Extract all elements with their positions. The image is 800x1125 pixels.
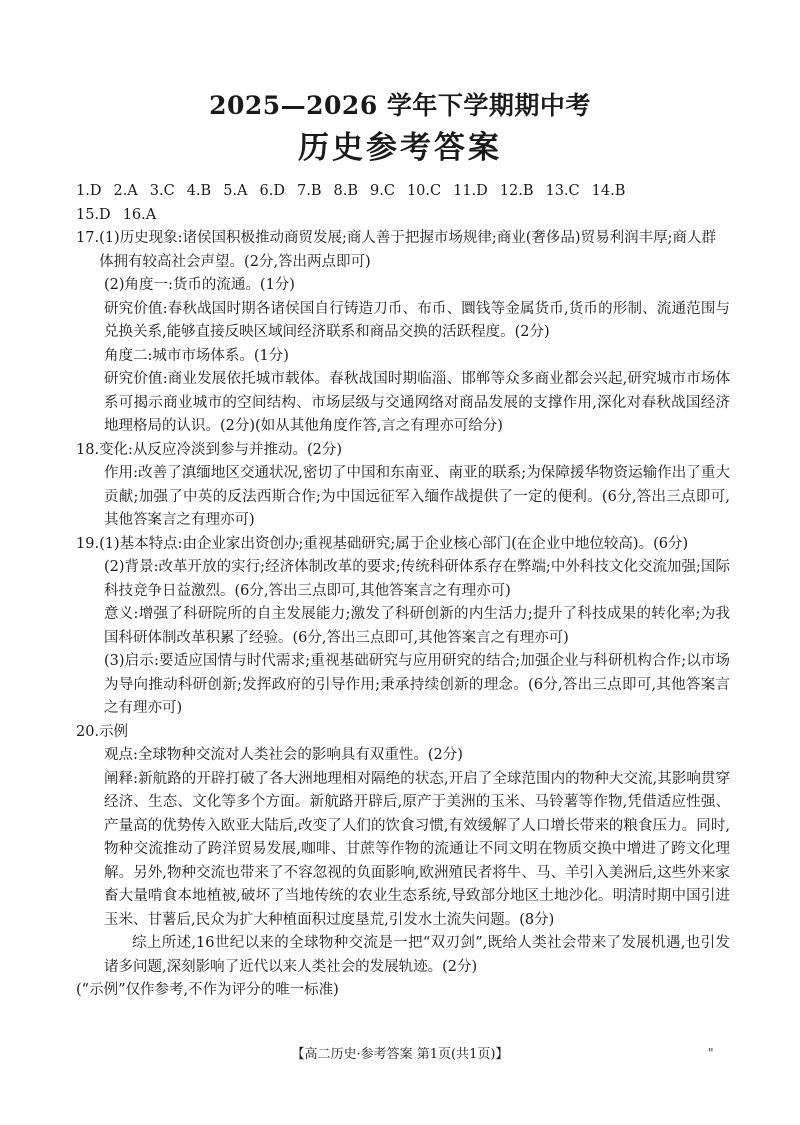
choice-answer: 15.D xyxy=(76,206,111,223)
choice-answer: 12.B xyxy=(499,183,534,199)
question-19 xyxy=(76,533,730,721)
question-17-angle-2: 角度二:城市市场体系。(1分) xyxy=(104,347,289,364)
question-18-change: 变化:从反应冷淡到参与并推动。(2分) xyxy=(99,441,342,458)
question-17-part-2: (2)角度一:货币的流通。(1分) xyxy=(104,277,295,293)
choice-answer: 9.C xyxy=(370,183,395,199)
question-19-part-1: (1)基本特点:由企业家出资创办;重视基础研究;属于企业核心部门(在企业中地位较高)。(6分) xyxy=(99,535,689,552)
question-20-example-label: 示例 xyxy=(99,723,129,740)
question-18-effect: 作用:改善了滇缅地区交通状况,密切了中国和东南亚、南亚的联系;为保障援华物资运输作出了重大贡献;加强了中英的反法西斯合作;为中国远征军入缅作战提供了一定的便利。(6分,答出三点即可,其他答案言之有理亦可) xyxy=(104,465,730,528)
choice-answer: 16.A xyxy=(122,206,157,223)
question-17-value-1: 研究价值:春秋战国时期各诸侯国自行铸造刀币、布币、圜钱等金属货币,货币的形制、流通范围与兑换关系,能够直接反映区域间经济联系和商品交换的活跃程度。(2分) xyxy=(104,300,730,340)
question-number: 18. xyxy=(76,441,100,458)
question-20 xyxy=(76,721,730,1003)
question-17-value-2: 研究价值:商业发展依托城市载体。春秋战国时期临淄、邯郸等众多商业都会兴起,研究城市市场体系可揭示商业城市的空间结构、市场层级与交通网络对商品发展的支撑作用,深化对春秋战国经济地理格局的认识。(2分)(如从其他角度作答,言之有理亦可给分) xyxy=(104,371,730,434)
choice-answer: 11.D xyxy=(453,183,488,199)
question-20-conclusion: 综上所述,16世纪以来的全球物种交流是一把“双刃剑”,既给人类社会带来了发展机遇,也引发诸多问题,深刻影响了近代以来人类社会的发展轨迹。(2分) xyxy=(104,935,730,975)
question-20-viewpoint: 观点:全球物种交流对人类社会的影响具有双重性。(2分) xyxy=(104,747,463,763)
choice-answer: 1.D xyxy=(76,183,102,199)
question-number: 20. xyxy=(76,723,100,740)
question-number: 19. xyxy=(76,535,100,552)
question-18 xyxy=(76,439,730,533)
answer-body xyxy=(76,180,730,1003)
choice-answer: 4.B xyxy=(186,183,212,199)
choice-answer: 6.D xyxy=(259,183,285,199)
choice-answer: 10.C xyxy=(406,183,442,199)
choice-answer: 13.C xyxy=(545,183,580,199)
choice-answer: 7.B xyxy=(297,183,322,199)
question-20-explanation: 阐释:新航路的开辟打破了各大洲地理相对隔绝的状态,开启了全球范围内的物种大交流,其影响贯穿经济、生态、文化等多个方面。新航路开辟后,原产于美洲的玉米、马铃薯等作物,凭借适应性强、产量高的优势传入欧亚大陆后,改变了人们的饮食习惯,有效缓解了人口增长带来的粮食压力。同时,物种交流推动了跨洋贸易发展,咖啡、甘蔗等作物的流通让不同文明在物质交换中增进了跨文化理解。另外,物种交流也带来了不容忽视的负面影响,欧洲殖民者将牛、马、羊引入美洲后,这些外来家畜大量啃食本地植被,破坏了当地传统的农业生态系统,导致部分地区土地沙化。明清时期中国引进玉米、甘薯后,民众为扩大种植面积过度垦荒,引发水土流失问题。(8分) xyxy=(104,770,730,928)
choice-answers-row-1 xyxy=(76,180,730,204)
footer-mark: " xyxy=(708,1046,714,1060)
exam-subtitle: 历史参考答案 xyxy=(298,130,502,166)
question-19-lesson: (3)启示:要适应国情与时代需求;重视基础研究与应用研究的结合;加强企业与科研机构合作;以市场为导向推动科研创新;发挥政府的引导作用;秉承持续创新的理念。(6分,答出三点即可,其他答案言之有理亦可) xyxy=(104,653,730,716)
question-17-part-1: (1)历史现象:诸侯国积极推动商贸发展;商人善于把握市场规律;商业(奢侈品)贸易利润丰厚;商人群体拥有较高社会声望。(2分,答出两点即可) xyxy=(99,230,716,270)
page-footer: 【高二历史·参考答案 第1页(共1页)】 xyxy=(291,1047,509,1062)
choice-answers-row-2 xyxy=(76,204,730,228)
question-19-significance: 意义:增强了科研院所的自主发展能力;激发了科研创新的内生活力;提升了科技成果的转化率;为我国科研体制改革积累了经验。(6分,答出三点即可,其他答案言之有理亦可) xyxy=(104,606,730,646)
exam-title: 2025—2026 学年下学期期中考 xyxy=(209,91,591,120)
choice-answer: 5.A xyxy=(223,183,248,199)
choice-answer: 2.A xyxy=(113,183,138,199)
choice-answer: 3.C xyxy=(149,183,175,199)
question-20-note: (“示例”仅作参考,不作为评分的唯一标准) xyxy=(76,982,339,998)
choice-answer: 8.B xyxy=(333,183,358,199)
question-19-background: (2)背景:改革开放的实行;经济体制改革的要求;传统科研体系存在弊端;中外科技文化交流加强;国际科技竞争日益激烈。(6分,答出三点即可,其他答案言之有理亦可) xyxy=(104,559,730,599)
question-number: 17. xyxy=(76,230,100,246)
question-17 xyxy=(76,227,730,439)
choice-answer: 14.B xyxy=(591,183,626,199)
